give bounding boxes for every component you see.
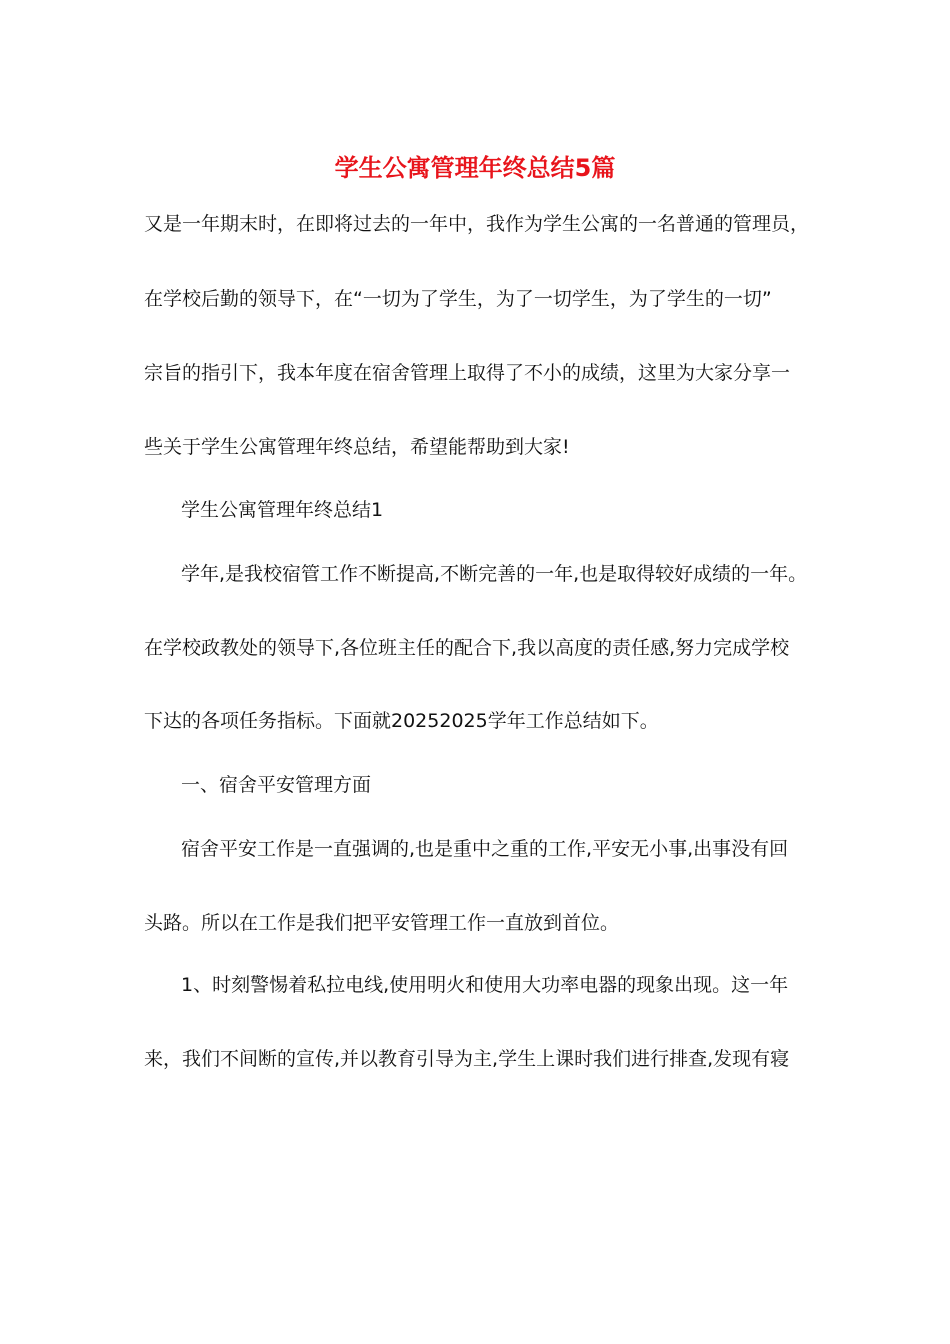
paragraph-2-line-2: 头路。所以在工作是我们把平安管理工作一直放到首位。: [144, 912, 620, 934]
paragraph-1-line-3: 下达的各项任务指标。下面就20252025学年工作总结如下。: [144, 710, 659, 732]
section-heading-1: 学生公寓管理年终总结1: [181, 499, 384, 521]
paragraph-2-line-1: 宿舍平安工作是一直强调的,也是重中之重的工作,平安无小事,出事没有回: [181, 838, 789, 860]
page-title: 学生公寓管理年终总结5篇: [334, 154, 616, 182]
paragraph-3-line-2: 来，我们不间断的宣传,并以教育引导为主,学生上课时我们进行排查,发现有寝: [144, 1048, 790, 1070]
intro-line-1: 又是一年期末时，在即将过去的一年中，我作为学生公寓的一名普通的管理员，: [144, 213, 810, 235]
intro-line-2: 在学校后勤的领导下，在“一切为了学生，为了一切学生，为了学生的一切”: [144, 288, 772, 310]
paragraph-3-line-1: 1、时刻警惕着私拉电线,使用明火和使用大功率电器的现象出现。这一年: [181, 974, 789, 996]
subheading-safety: 一、宿舍平安管理方面: [181, 774, 372, 796]
intro-line-3: 宗旨的指引下，我本年度在宿舍管理上取得了不小的成绩，这里为大家分享一: [144, 362, 791, 384]
paragraph-1-line-1: 学年,是我校宿管工作不断提高,不断完善的一年,也是取得较好成绩的一年。: [181, 563, 808, 585]
intro-line-4: 些关于学生公寓管理年终总结，希望能帮助到大家!: [144, 436, 570, 458]
paragraph-1-line-2: 在学校政教处的领导下,各位班主任的配合下,我以高度的责任感,努力完成学校: [144, 637, 790, 659]
